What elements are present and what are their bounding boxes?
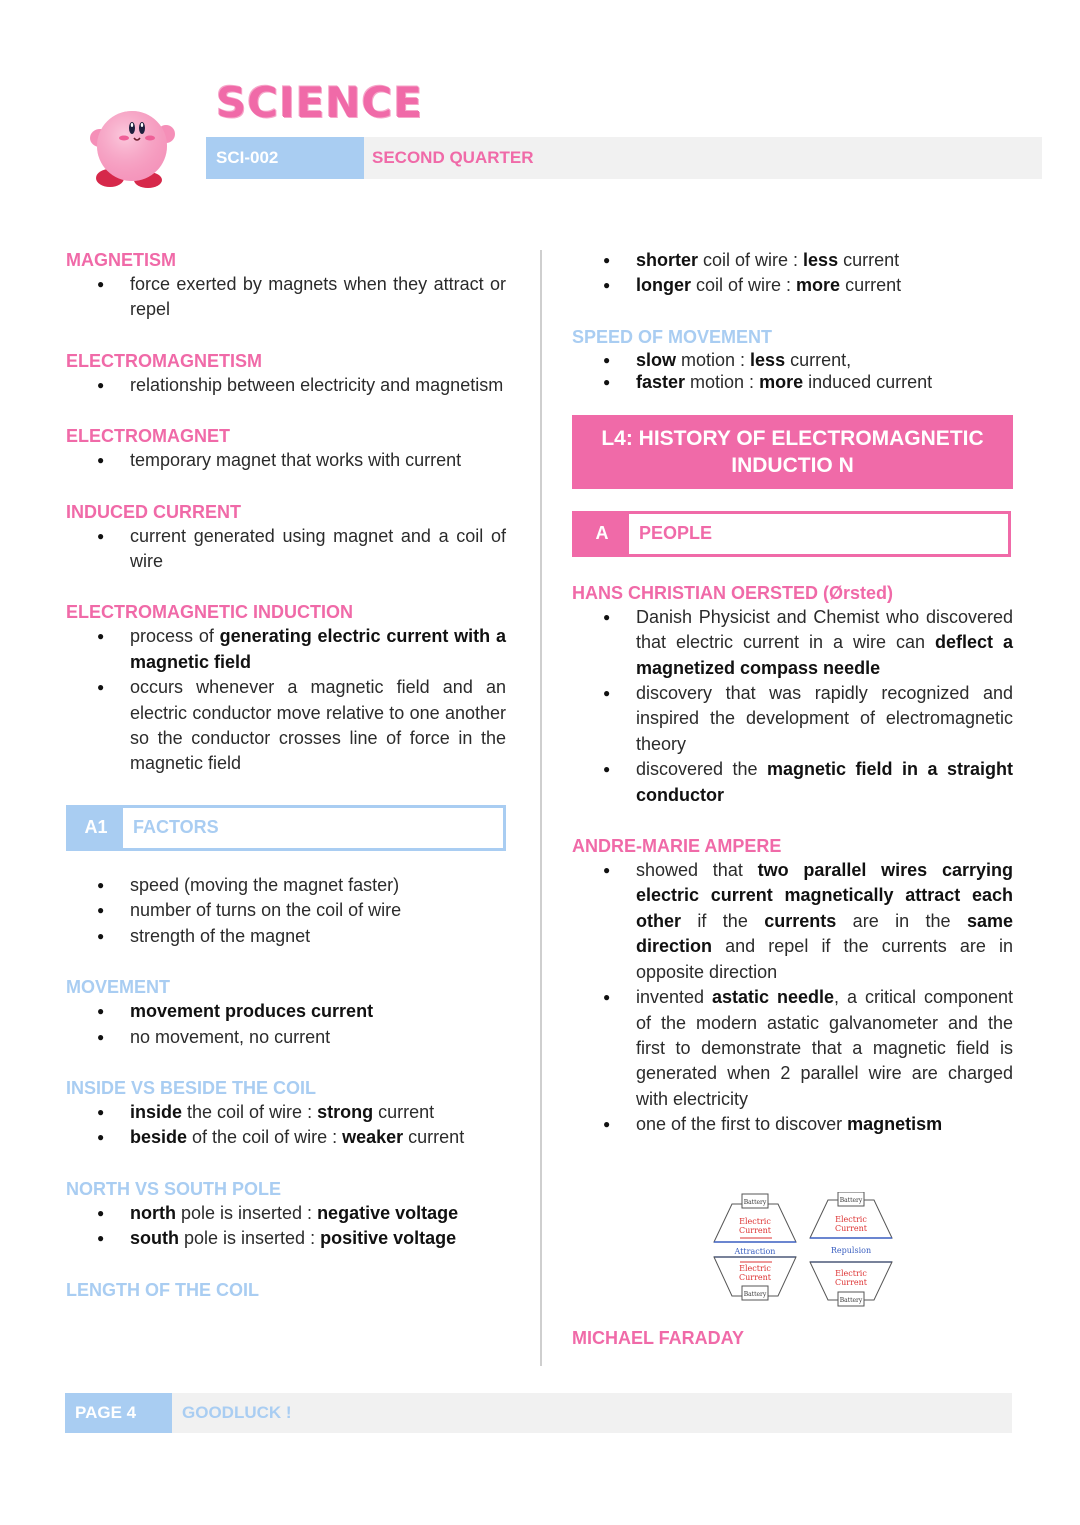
section-heading: ELECTROMAGNET [66,426,230,447]
quarter-label: SECOND QUARTER [372,148,534,167]
list-item: ● showed that two parallel wires carrying electric current magnetically attract each other if the currents are in the same direction and repel if the currents are in opposite direction [572,858,1013,985]
list-item: ● shorter coil of wire : less current [572,248,1013,273]
section-heading: NORTH VS SOUTH POLE [66,1178,282,1199]
list-item: ● current generated using magnet and a coil of wire [66,524,506,575]
lesson-title-banner: L4: HISTORY OF ELECTROMAGNETIC INDUCTIO N [572,415,1013,489]
bullet-list [66,272,506,323]
attraction-diagram [714,1194,796,1300]
bullet-list [66,1100,506,1151]
page-number: PAGE 4 [65,1393,172,1433]
bullet-list [572,858,1013,1137]
list-item: ● Danish Physicist and Chemist who discovered that electric current in a wire can deflect a magnetized compass needle [572,605,1013,681]
bullet-list [66,524,506,575]
box-title: FACTORS [133,817,219,838]
current-label: Electric [835,1215,867,1224]
factors-box [66,805,506,851]
section-heading: INSIDE VS BESIDE THE COIL [66,1077,317,1098]
current-label: Current [738,1273,772,1282]
list-item: ● number of turns on the coil of wire [66,898,506,923]
bullet-list [66,624,506,776]
bullet-list [572,248,1013,299]
battery-label: Battery [839,1197,863,1204]
people-box [572,511,1011,557]
box-label: A1 [69,808,123,848]
box-label: A [575,514,629,554]
repulsion-diagram [810,1192,892,1306]
parallel-wires-diagram [712,1192,896,1312]
list-item: ● process of generating electric current with a magnetic field [66,624,506,675]
current-label: Current [738,1226,772,1235]
column-divider [540,250,542,1366]
list-item: ● no movement, no current [66,1025,506,1050]
list-item: ● invented astatic needle, a critical component of the modern astatic galvanometer and the first to demonstrate that a magnetic field is generated when 2 parallel wire are charged with electricity [572,985,1013,1112]
current-label: Current [834,1224,868,1233]
section-heading: ELECTROMAGNETIC INDUCTION [66,602,353,623]
list-item: ● longer coil of wire : more current [572,273,1013,298]
section-heading: MOVEMENT [66,977,171,998]
list-item: ● movement produces current [66,999,506,1024]
section-heading: SPEED OF MOVEMENT [572,326,773,347]
bullet-list [66,448,506,473]
bullet-list [66,1201,506,1252]
attraction-label: Attraction [734,1247,776,1256]
bullet-list [66,999,506,1050]
bullet-list [66,373,506,398]
current-label: Current [834,1278,868,1287]
right-column [572,248,1013,1138]
list-item: ● slow motion : less current, [572,349,1013,371]
battery-label: Battery [743,1291,767,1298]
list-item: ● north pole is inserted : negative voltage [66,1201,506,1226]
list-item: ● force exerted by magnets when they attract or repel [66,272,506,323]
footer-text: GOODLUCK ! [182,1403,292,1422]
section-heading: LENGTH OF THE COIL [66,1279,259,1300]
list-item: ● inside the coil of wire : strong current [66,1100,506,1125]
list-item: ● discovered the magnetic field in a straight conductor [572,757,1013,808]
battery-label: Battery [743,1199,767,1206]
bullet-list [572,349,1013,393]
list-item: ● occurs whenever a magnetic field and an electric conductor move relative to one another so the conductor crosses line of force in the magnetic field [66,675,506,777]
list-item: ● south pole is inserted : positive voltage [66,1226,506,1251]
section-heading: MAGNETISM [66,250,176,270]
current-label: Electric [739,1264,771,1273]
bullet-list [66,873,506,949]
list-item: ● faster motion : more induced current [572,371,1013,393]
section-heading: ELECTROMAGNETISM [66,350,262,371]
repulsion-label: Repulsion [830,1246,872,1255]
section-heading: ANDRE-MARIE AMPERE [572,836,782,857]
section-heading: HANS CHRISTIAN OERSTED (Ørsted) [572,582,894,603]
subject-code: SCI-002 [206,137,364,179]
list-item: ● relationship between electricity and magnetism [66,373,506,398]
bullet-list [572,605,1013,808]
section-heading: MICHAEL FARADAY [572,1328,745,1348]
battery-label: Battery [839,1297,863,1304]
list-item: ● discovery that was rapidly recognized and inspired the development of electromagnetic theory [572,681,1013,757]
list-item: ● speed (moving the magnet faster) [66,873,506,898]
page-title: SCIENCE [216,78,424,127]
box-title: PEOPLE [639,523,713,544]
current-label: Electric [835,1269,867,1278]
kirby-mascot-icon [88,108,178,190]
list-item: ● strength of the magnet [66,924,506,949]
current-label: Electric [739,1217,771,1226]
section-heading: INDUCED CURRENT [66,501,241,522]
list-item: ● beside of the coil of wire : weaker current [66,1125,506,1150]
list-item: ● one of the first to discover magnetism [572,1112,1013,1137]
left-column [66,248,506,1302]
list-item: ● temporary magnet that works with current [66,448,506,473]
